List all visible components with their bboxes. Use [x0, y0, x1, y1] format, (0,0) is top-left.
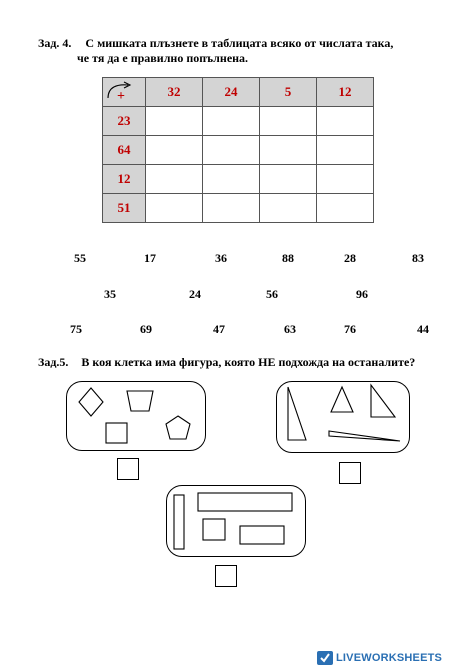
answer-box-triangles[interactable] — [339, 462, 361, 484]
table-corner — [103, 78, 146, 107]
trapezoid-shape — [127, 391, 153, 411]
thin-triangle-shape — [329, 431, 400, 441]
draggable-number[interactable]: 83 — [412, 251, 424, 265]
task5-question: В коя клетка има фигура, която НЕ подхожда на останалите? — [81, 355, 416, 369]
draggable-number[interactable]: 35 — [104, 287, 116, 301]
drop-cell[interactable] — [260, 194, 317, 223]
draggable-number[interactable]: 36 — [215, 251, 227, 265]
draggable-number[interactable]: 44 — [417, 322, 429, 336]
draggable-number[interactable]: 96 — [356, 287, 368, 301]
draggable-number[interactable]: 56 — [266, 287, 278, 301]
column-header: 32 — [146, 78, 203, 107]
answer-box-rectangles[interactable] — [215, 565, 237, 587]
table-row — [103, 107, 374, 136]
draggable-number[interactable]: 17 — [144, 251, 156, 265]
draggable-number[interactable]: 76 — [344, 322, 356, 336]
draggable-number[interactable]: 55 — [74, 251, 86, 265]
column-header: 5 — [260, 78, 317, 107]
shape-group-mixed — [66, 381, 206, 451]
row-header: 23 — [103, 107, 146, 136]
diamond-shape — [79, 388, 103, 416]
draggable-number[interactable]: 69 — [140, 322, 152, 336]
square-shape — [203, 519, 225, 540]
task5-number: Зад.5. — [38, 355, 69, 369]
plus-operator: + — [117, 89, 125, 104]
table-row — [103, 136, 374, 165]
drop-cell[interactable] — [146, 165, 203, 194]
drop-cell[interactable] — [317, 107, 374, 136]
column-header: 24 — [203, 78, 260, 107]
shape-group-triangles — [276, 381, 410, 453]
vertical-rectangle-shape — [174, 495, 184, 549]
drop-cell[interactable] — [317, 136, 374, 165]
addition-table — [102, 77, 374, 223]
table-row — [103, 194, 374, 223]
rectangle-shape — [240, 526, 284, 544]
task5-heading — [38, 355, 415, 370]
drop-cell[interactable] — [146, 107, 203, 136]
mixed-shapes-drawing — [67, 382, 205, 450]
table-row — [103, 165, 374, 194]
draggable-number[interactable]: 63 — [284, 322, 296, 336]
drop-cell[interactable] — [260, 136, 317, 165]
drop-cell[interactable] — [146, 136, 203, 165]
row-header: 64 — [103, 136, 146, 165]
drop-cell[interactable] — [317, 194, 374, 223]
rectangles-drawing — [167, 486, 305, 556]
table-header-row — [103, 78, 374, 107]
task4-instruction-line2: че тя да е правилно попълнена. — [77, 51, 249, 65]
row-header: 51 — [103, 194, 146, 223]
draggable-number[interactable]: 28 — [344, 251, 356, 265]
wide-rectangle-shape — [198, 493, 292, 511]
tall-right-triangle-shape — [288, 387, 306, 440]
shape-group-rectangles — [166, 485, 306, 557]
row-header: 12 — [103, 165, 146, 194]
drop-cell[interactable] — [203, 136, 260, 165]
drop-cell[interactable] — [260, 165, 317, 194]
square-shape — [106, 423, 127, 443]
liveworksheets-logo-icon — [317, 651, 333, 665]
right-triangle-shape — [371, 385, 395, 417]
draggable-number[interactable]: 88 — [282, 251, 294, 265]
draggable-number[interactable]: 75 — [70, 322, 82, 336]
pentagon-shape — [166, 416, 190, 439]
answer-box-mixed[interactable] — [117, 458, 139, 480]
drop-cell[interactable] — [203, 194, 260, 223]
column-header: 12 — [317, 78, 374, 107]
task4-heading — [38, 36, 393, 51]
draggable-number[interactable]: 24 — [189, 287, 201, 301]
drop-cell[interactable] — [203, 165, 260, 194]
isosceles-triangle-shape — [331, 387, 353, 412]
liveworksheets-logo — [317, 651, 442, 665]
drop-cell[interactable] — [203, 107, 260, 136]
draggable-number[interactable]: 47 — [213, 322, 225, 336]
triangles-drawing — [277, 382, 409, 452]
logo-text: LIVEWORKSHEETS — [336, 652, 443, 664]
drop-cell[interactable] — [317, 165, 374, 194]
drop-cell[interactable] — [260, 107, 317, 136]
drop-cell[interactable] — [146, 194, 203, 223]
task4-instruction-line1: С мишката плъзнете в таблицата всяко от числата така, — [85, 36, 394, 50]
task4-number: Зад. 4. — [38, 36, 72, 50]
